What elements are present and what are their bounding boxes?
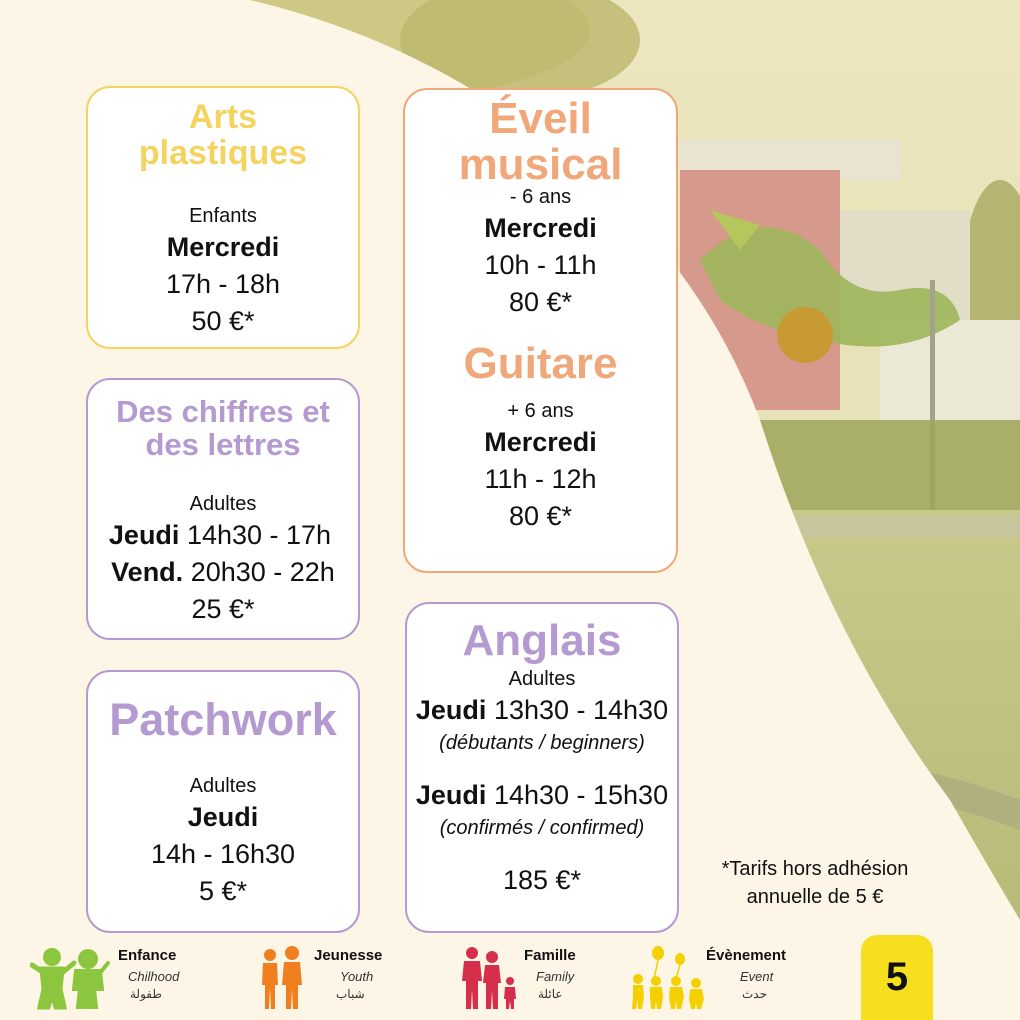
category-famille	[460, 945, 630, 1015]
category-arabic: عائلة	[538, 987, 563, 1001]
category-enfance	[30, 945, 230, 1015]
price-text: 50 €*	[191, 306, 255, 337]
card-title-line-2: des lettres	[145, 426, 301, 462]
schedule-row-1	[407, 692, 677, 729]
audience-text: - 6 ans	[509, 186, 572, 209]
price-text: 25 €*	[191, 594, 255, 625]
time-text: 17h - 18h	[165, 269, 281, 300]
schedule-row-1	[82, 517, 358, 554]
category-english: Youth	[340, 969, 374, 984]
audience-text: + 6 ans	[507, 399, 574, 422]
card-title: Patchwork	[109, 694, 337, 745]
category-label: Évènement	[706, 947, 787, 964]
card-title-line-1: Des chiffres et	[116, 394, 330, 429]
level-text: (confirmés / confirmed)	[439, 817, 645, 840]
price-text: 5 €*	[198, 876, 248, 907]
category-jeunesse	[258, 945, 448, 1015]
pricing-note-line-1: *Tarifs hors adhésion	[721, 858, 909, 880]
page-number: 5	[885, 955, 909, 999]
card-title-line-2: musical	[458, 140, 623, 190]
day-text: Jeudi	[108, 520, 180, 551]
category-label: Jeunesse	[314, 947, 383, 964]
card-title-line-1: Arts	[188, 98, 258, 136]
category-english: Chilhood	[128, 969, 180, 984]
day-text: Jeudi	[415, 780, 487, 811]
category-arabic: طفولة	[130, 987, 162, 1001]
guitare-title: Guitare	[463, 339, 618, 389]
schedule-row-2	[88, 554, 358, 591]
category-evenement	[628, 945, 828, 1015]
day-text: Mercredi	[166, 232, 280, 263]
day-text: Jeudi	[415, 695, 487, 726]
card-des-chiffres-et-des-lettres	[86, 378, 360, 640]
card-eveil-musical-guitare	[403, 88, 678, 573]
level-text: (débutants / beginners)	[439, 732, 645, 755]
day-text: Mercredi	[484, 426, 597, 457]
category-arabic: شباب	[336, 987, 365, 1001]
teens-icon	[258, 945, 308, 1011]
day-text: Mercredi	[484, 213, 597, 244]
children-icon	[30, 945, 110, 1011]
category-arabic: حدث	[742, 987, 768, 1001]
time-text: 10h - 11h	[484, 250, 597, 281]
price-text: 80 €*	[508, 500, 573, 531]
time-text: 20h30 - 22h	[190, 557, 335, 588]
audience-text: Adultes	[189, 493, 257, 516]
pricing-note-line-2: annuelle de 5 €	[746, 886, 884, 908]
category-label: Enfance	[118, 947, 177, 964]
time-text: 14h - 16h30	[150, 839, 296, 870]
card-anglais	[405, 602, 679, 933]
card-arts-plastiques	[86, 86, 360, 349]
event-balloons-icon	[628, 945, 708, 1011]
family-icon	[460, 945, 520, 1015]
card-patchwork	[86, 670, 360, 933]
time-text: 13h30 - 14h30	[493, 695, 669, 726]
card-title-line-2: plastiques	[138, 133, 308, 172]
price-text: 80 €*	[508, 287, 573, 318]
page-number-badge	[861, 935, 933, 1020]
day-text: Jeudi	[187, 802, 259, 833]
time-text: 11h - 12h	[484, 463, 597, 494]
audience-text: Adultes	[508, 668, 576, 691]
category-english: Event	[740, 969, 774, 984]
footer-legend	[0, 935, 1020, 1020]
schedule-row-2	[407, 777, 677, 814]
card-title-line-1: Éveil	[489, 94, 592, 143]
category-english: Family	[536, 969, 575, 984]
audience-text: Adultes	[189, 775, 257, 798]
time-text: 14h30 - 15h30	[493, 780, 669, 811]
audience-text: Enfants	[189, 205, 257, 228]
pricing-note	[700, 855, 930, 911]
price-text: 185 €*	[502, 865, 582, 896]
day-text: Vend.	[111, 557, 184, 588]
category-label: Famille	[524, 947, 576, 964]
card-title: Anglais	[462, 616, 622, 665]
time-text: 14h30 - 17h	[186, 520, 332, 551]
